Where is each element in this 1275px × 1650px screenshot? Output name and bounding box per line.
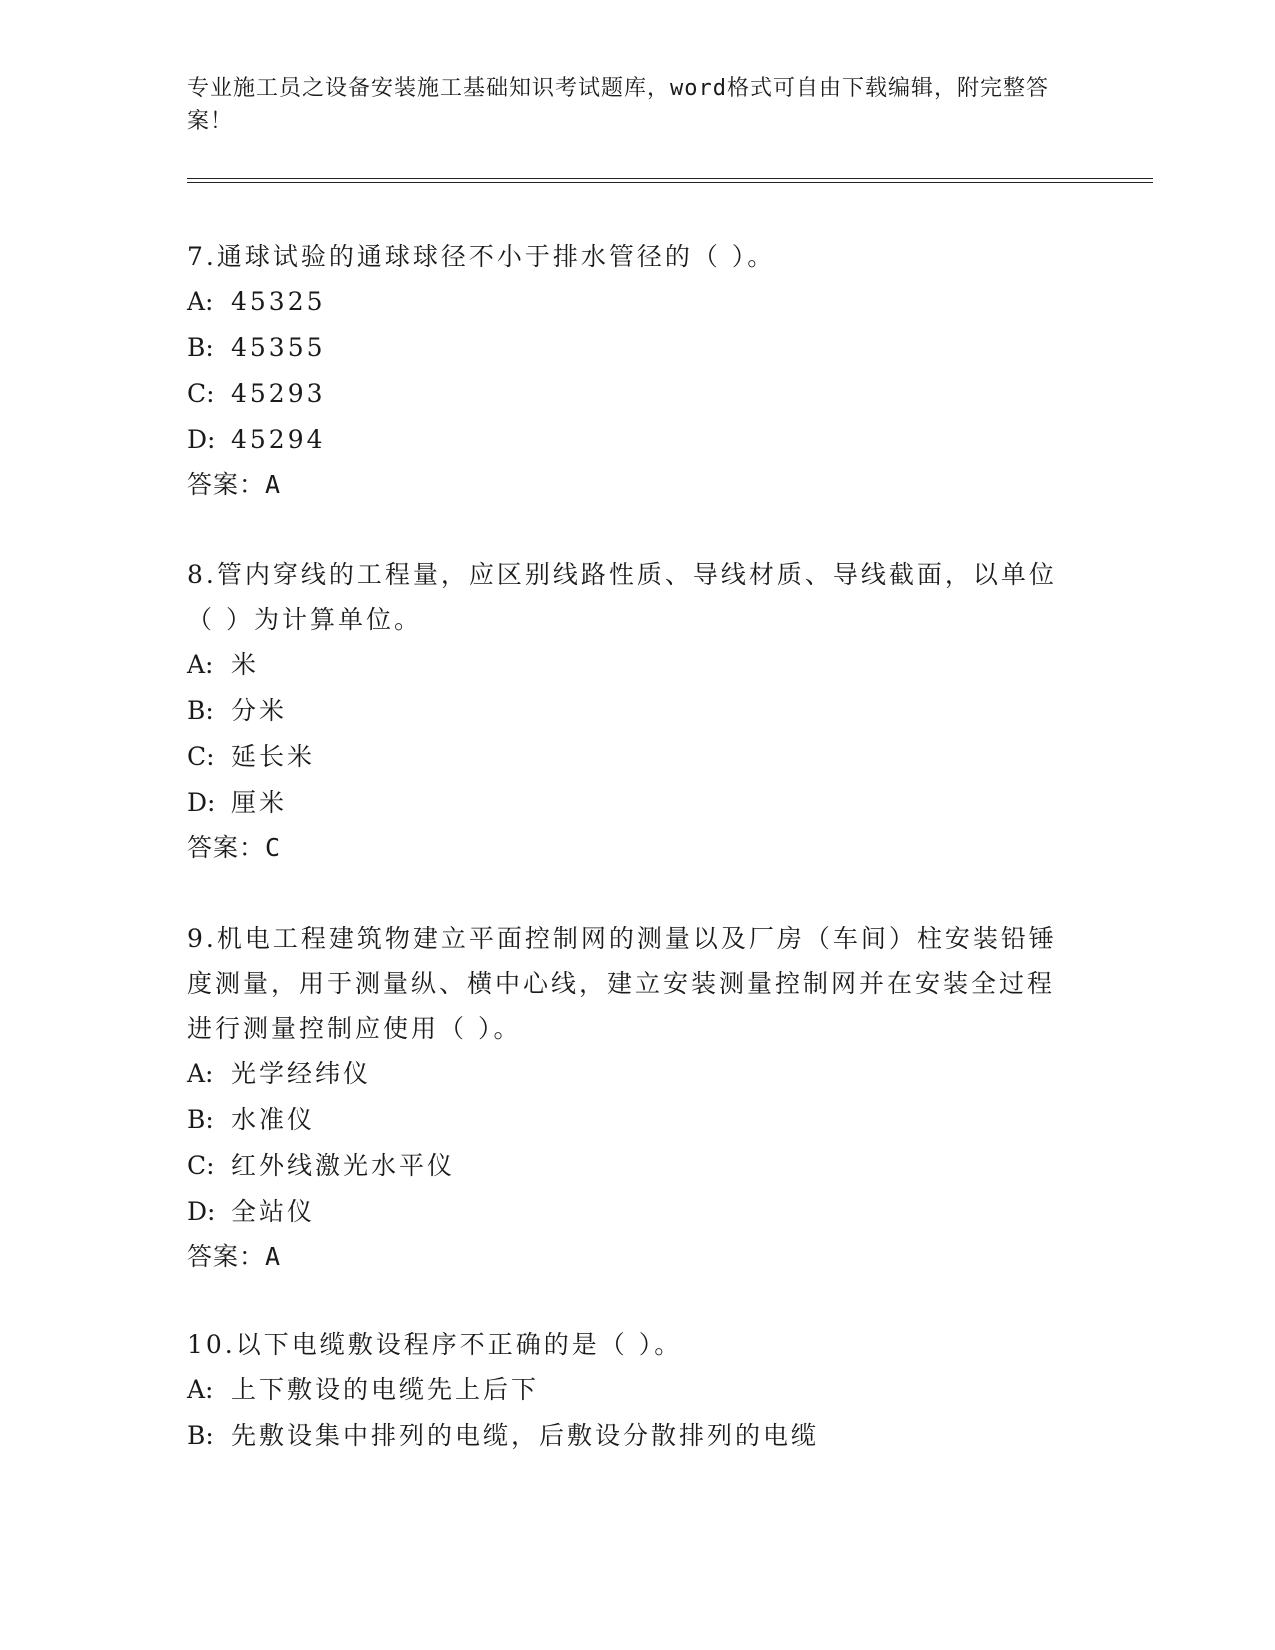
answer-line: 答案：A [187, 1242, 282, 1271]
question-stem: 9.机电工程建筑物建立平面控制网的测量以及厂房（车间）柱安装铅锤度测量，用于测量纵、横中心线，建立安装测量控制网并在安装全过程进行测量控制应使用（ ）。 [187, 924, 1057, 1043]
option-key: C: [187, 379, 215, 408]
option-key: A: [187, 1059, 214, 1088]
option-c [187, 734, 1067, 780]
option-text: 45355 [231, 333, 326, 362]
option-key: C: [187, 742, 215, 771]
option-b [187, 1097, 1067, 1143]
option-key: B: [187, 1105, 214, 1134]
option-key: B: [187, 696, 214, 725]
option-text: 45293 [231, 379, 326, 408]
option-key: C: [187, 1151, 215, 1180]
option-key: A: [187, 287, 214, 316]
option-text: 分米 [231, 696, 288, 725]
question-stem: 10.以下电缆敷设程序不正确的是（ ）。 [187, 1330, 683, 1359]
option-text: 延长米 [231, 742, 316, 771]
question-10 [187, 1322, 1067, 1459]
option-text: 全站仪 [231, 1197, 316, 1226]
answer-line: 答案：A [187, 470, 282, 499]
option-key: D: [187, 1197, 216, 1226]
option-text: 上下敷设的电缆先上后下 [231, 1375, 540, 1404]
header-text: 专业施工员之设备安装施工基础知识考试题库，word格式可自由下载编辑，附完整答案！ [187, 76, 1049, 134]
option-d [187, 1189, 1067, 1235]
option-a [187, 279, 1067, 325]
option-key: B: [187, 1421, 214, 1450]
question-7 [187, 234, 1067, 507]
option-text: 红外线激光水平仪 [231, 1151, 456, 1180]
question-stem: 7.通球试验的通球球径不小于排水管径的（ ）。 [187, 242, 776, 271]
option-a [187, 1051, 1067, 1097]
option-key: D: [187, 788, 216, 817]
question-8 [187, 552, 1067, 870]
option-text: 厘米 [231, 788, 288, 817]
option-a [187, 1367, 1067, 1413]
option-key: A: [187, 1375, 214, 1404]
option-text: 先敷设集中排列的电缆，后敷设分散排列的电缆 [231, 1421, 820, 1450]
header-divider [187, 178, 1153, 183]
option-a [187, 642, 1067, 688]
document-header [187, 72, 1067, 138]
option-b [187, 1413, 1067, 1459]
option-key: A: [187, 650, 214, 679]
option-c [187, 1143, 1067, 1189]
option-d [187, 417, 1067, 463]
option-d [187, 780, 1067, 826]
option-text: 米 [231, 650, 260, 679]
question-9 [187, 916, 1067, 1279]
option-text: 光学经纬仪 [231, 1059, 372, 1088]
option-b [187, 688, 1067, 734]
option-text: 45325 [231, 287, 326, 316]
option-b [187, 325, 1067, 371]
option-text: 45294 [231, 425, 326, 454]
answer-line: 答案：C [187, 833, 282, 862]
option-key: B: [187, 333, 214, 362]
question-stem: 8.管内穿线的工程量，应区别线路性质、导线材质、导线截面，以单位（ ）为计算单位。 [187, 560, 1057, 634]
option-text: 水准仪 [231, 1105, 316, 1134]
option-key: D: [187, 425, 216, 454]
option-c [187, 371, 1067, 417]
